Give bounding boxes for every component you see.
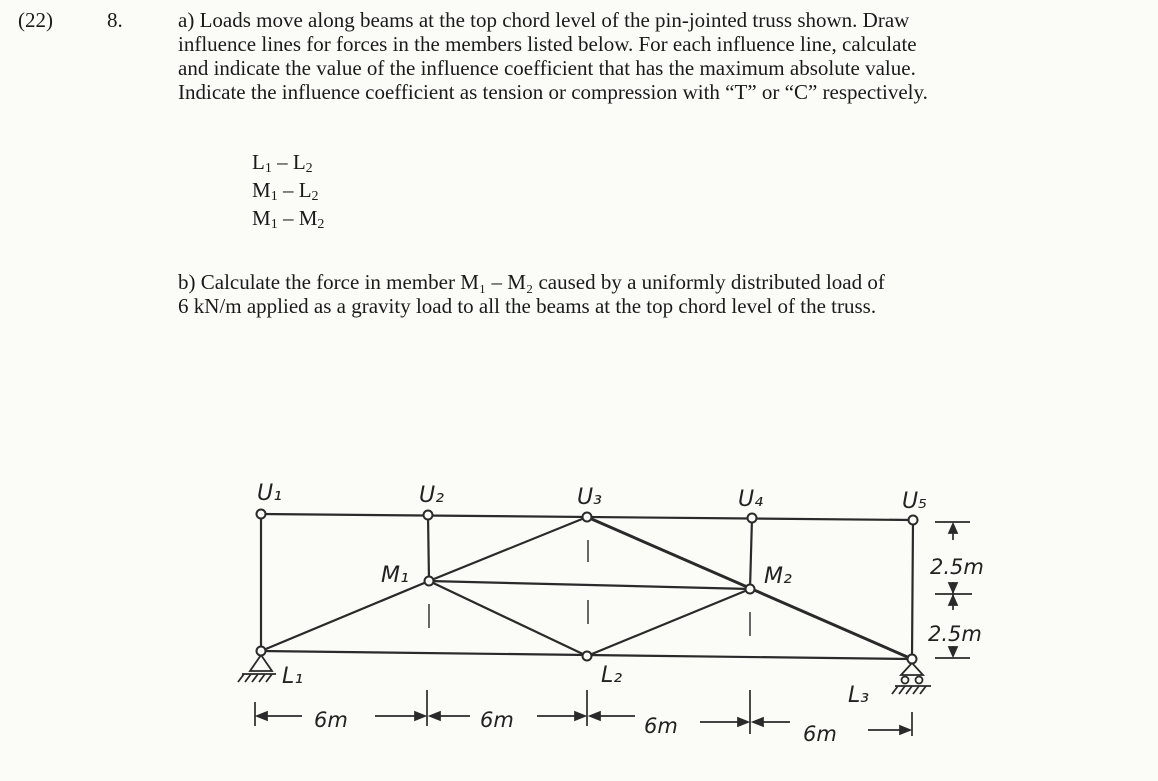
label-l2: L₂ [601, 663, 623, 688]
member-m1-l2-line [429, 581, 587, 656]
joints [257, 510, 918, 664]
span-label-2: 6m [480, 708, 514, 732]
member-m1-l2: $M_1 - L_2$ [252, 178, 319, 204]
member-m1-u3 [429, 517, 587, 581]
member-l1-l2: $L_1 - L_2$ [252, 150, 313, 176]
pin-support-icon [238, 655, 276, 682]
joint-u1 [257, 510, 266, 519]
label-m1: M₁ [381, 563, 409, 588]
height-label-2: 2.5m [928, 622, 982, 646]
joint-l1 [257, 647, 266, 656]
joint-u2 [424, 511, 433, 520]
height-label-1: 2.5m [930, 555, 984, 579]
joint-l3 [908, 655, 917, 664]
joint-m1 [425, 577, 434, 586]
member-l2-m2 [587, 589, 750, 656]
member-l1-m1 [261, 581, 429, 651]
span-label-4: 6m [803, 722, 837, 746]
question-marks: (22) [18, 8, 53, 32]
roller-support-icon [892, 663, 931, 694]
question-number: 8. [107, 8, 123, 32]
joint-u4 [748, 514, 757, 523]
label-l3: L₃ [848, 683, 870, 708]
label-u1: U₁ [257, 481, 282, 506]
member-m1-m2-line [429, 581, 750, 589]
label-u5: U₅ [902, 489, 927, 514]
part-a-line: influence lines for forces in the members listed below. For each influence line, calculate [178, 32, 917, 56]
part-b-line: 6 kN/m applied as a gravity load to all the beams at the top chord level of the truss. [178, 294, 877, 318]
part-a-line: Indicate the influence coefficient as tension or compression with “T” or “C” respectively. [178, 80, 928, 104]
span-label-3: 6m [644, 714, 678, 738]
member-m1-m2: $M_1 - M_2$ [252, 206, 325, 232]
joint-u5 [909, 516, 918, 525]
part-b-line: b) Calculate the force in member M₁ – M₂ caused by a uniformly distributed load of [178, 270, 885, 294]
label-l1: L₁ [282, 664, 304, 689]
joint-l2 [583, 652, 592, 661]
part-a-line: and indicate the value of the influence coefficient that has the maximum absolute value. [178, 56, 916, 80]
member-u5-l3 [912, 520, 913, 659]
span-label-1: 6m [314, 708, 348, 732]
truss-members [261, 514, 913, 659]
label-m2: M₂ [764, 564, 792, 589]
part-a-line: a) Loads move along beams at the top chord level of the pin-jointed truss shown. Draw [178, 8, 910, 32]
joint-m2 [746, 585, 755, 594]
joint-u3 [583, 513, 592, 522]
member-u2-m1 [428, 515, 429, 581]
label-u2: U₂ [419, 483, 444, 508]
member-u4-m2 [750, 518, 752, 589]
label-u4: U₄ [738, 487, 763, 512]
label-u3: U₃ [577, 485, 602, 510]
